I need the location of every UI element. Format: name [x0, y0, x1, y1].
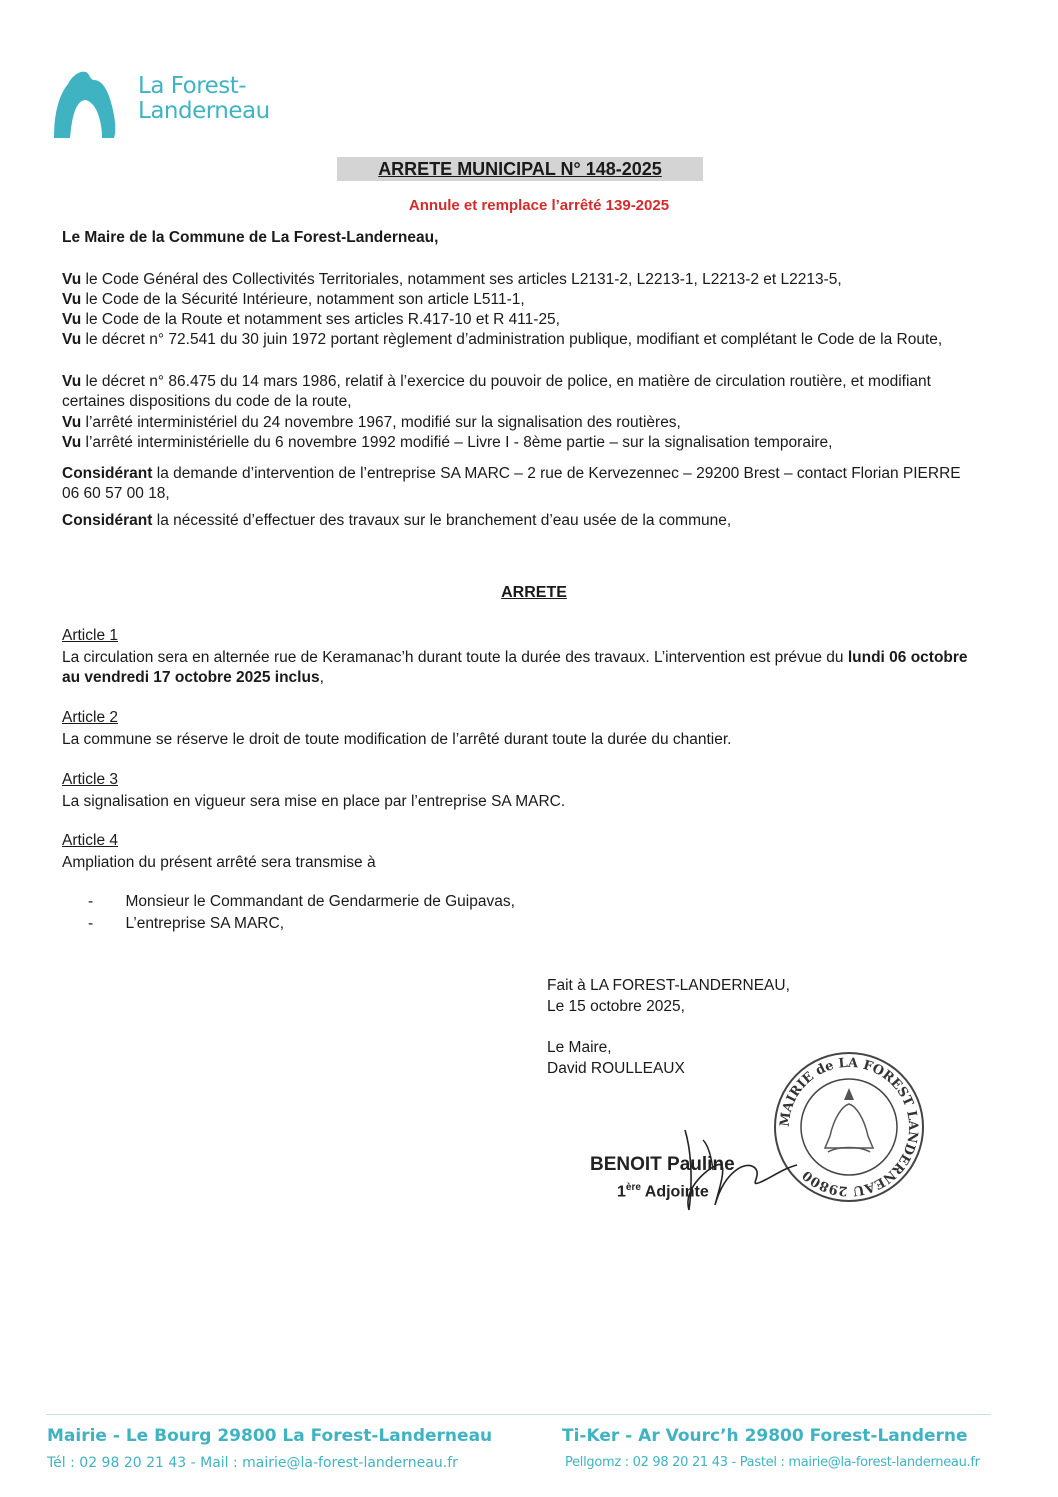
signer-role: 1ère Adjointe	[617, 1182, 709, 1201]
vu-line: Vu le décret n° 72.541 du 30 juin 1972 portant règlement d’administration publique, modifiant et complétant le Code de la Route,	[62, 331, 943, 348]
vu-line: Vu l’arrêté interministériel du 24 novembre 1967, modifié sur la signalisation des routières,	[62, 414, 681, 431]
footer-contact-fr: Tél : 02 98 20 21 43 - Mail : mairie@la-forest-landerneau.fr	[47, 1455, 458, 1471]
considerant-line: Considérant la nécessité d’effectuer des travaux sur le branchement d’eau usée de la commune,	[62, 512, 732, 529]
footer-divider	[46, 1414, 991, 1415]
logo-line-2: Landerneau	[138, 98, 270, 124]
vu-line: Vu le Code de la Route et notamment ses articles R.417-10 et R 411-25,	[62, 311, 560, 328]
seal-text: MAIRIE de LA FOREST LANDERNEAU 29800	[777, 1055, 921, 1199]
vu-line: Vu le Code Général des Collectivités Territoriales, notamment ses articles L2131-2, L2213-1, L2213-2 et L2213-5,	[62, 271, 842, 288]
arch-logo-icon	[50, 66, 130, 140]
recipient-item: - Monsieur le Commandant de Gendarmerie de Guipavas,	[88, 893, 515, 910]
considerant-line: Considérant la demande d’intervention de l’entreprise SA MARC – 2 rue de Kervezennec – 29200 Brest – contact Florian PIERRE 06 60 57 00 18,	[62, 465, 961, 502]
intro-text: Le Maire de la Commune de La Forest-Landerneau,	[62, 229, 439, 246]
logo-text	[138, 74, 270, 124]
footer-address-fr: Mairie - Le Bourg 29800 La Forest-Landerneau	[47, 1426, 493, 1446]
footer-contact-br: Pellgomz : 02 98 20 21 43 - Pastel : mairie@la-forest-landerneau.fr	[565, 1455, 980, 1470]
logo-line-1: La Forest-	[138, 73, 247, 99]
commune-logo	[50, 66, 290, 146]
article-label: Article 2	[62, 709, 118, 726]
article-text: La commune se réserve le droit de toute modification de l’arrêté durant toute la durée du chantier.	[62, 731, 732, 748]
article-text: Ampliation du présent arrêté sera transmise à	[62, 854, 376, 871]
title-text: ARRETE MUNICIPAL N° 148-2025	[378, 159, 662, 179]
subtitle-text: Annule et remplace l’arrêté 139-2025	[408, 197, 670, 214]
signer-name: BENOIT Pauline	[590, 1154, 735, 1175]
signature-place: Fait à LA FOREST-LANDERNEAU,	[547, 977, 790, 994]
footer-address-br: Ti-Ker - Ar Vourc’h 29800 Forest-Landerne	[562, 1426, 968, 1446]
vu-line: Vu le décret n° 86.475 du 14 mars 1986, relatif à l’exercice du pouvoir de police, en matière de circulation routière, et modifiant certaines dispositions du code de la route,	[62, 373, 931, 410]
document-title	[337, 157, 703, 181]
article-text: La circulation sera en alternée rue de Keramanac’h durant toute la durée des travaux. L’intervention est prévue du lundi 06 octobre au vendredi 17 octobre 2025 inclus,	[62, 649, 968, 686]
signature-role: Le Maire,	[547, 1039, 612, 1056]
article-label: Article 1	[62, 627, 118, 644]
recipient-item: - L’entreprise SA MARC,	[88, 915, 284, 932]
document-subtitle	[0, 197, 1058, 215]
article-label: Article 4	[62, 832, 118, 849]
article-label: Article 3	[62, 771, 118, 788]
vu-line: Vu l’arrêté interministérielle du 6 novembre 1992 modifié – Livre I - 8ème partie – sur la signalisation temporaire,	[62, 434, 833, 451]
article-text: La signalisation en vigueur sera mise en place par l’entreprise SA MARC.	[62, 793, 566, 810]
arrete-heading: ARRETE	[501, 584, 567, 601]
signature-date: Le 15 octobre 2025,	[547, 998, 685, 1015]
signature-name: David ROULLEAUX	[547, 1060, 685, 1077]
intro-line	[62, 228, 438, 248]
vu-line: Vu le Code de la Sécurité Intérieure, notamment son article L511-1,	[62, 291, 525, 308]
